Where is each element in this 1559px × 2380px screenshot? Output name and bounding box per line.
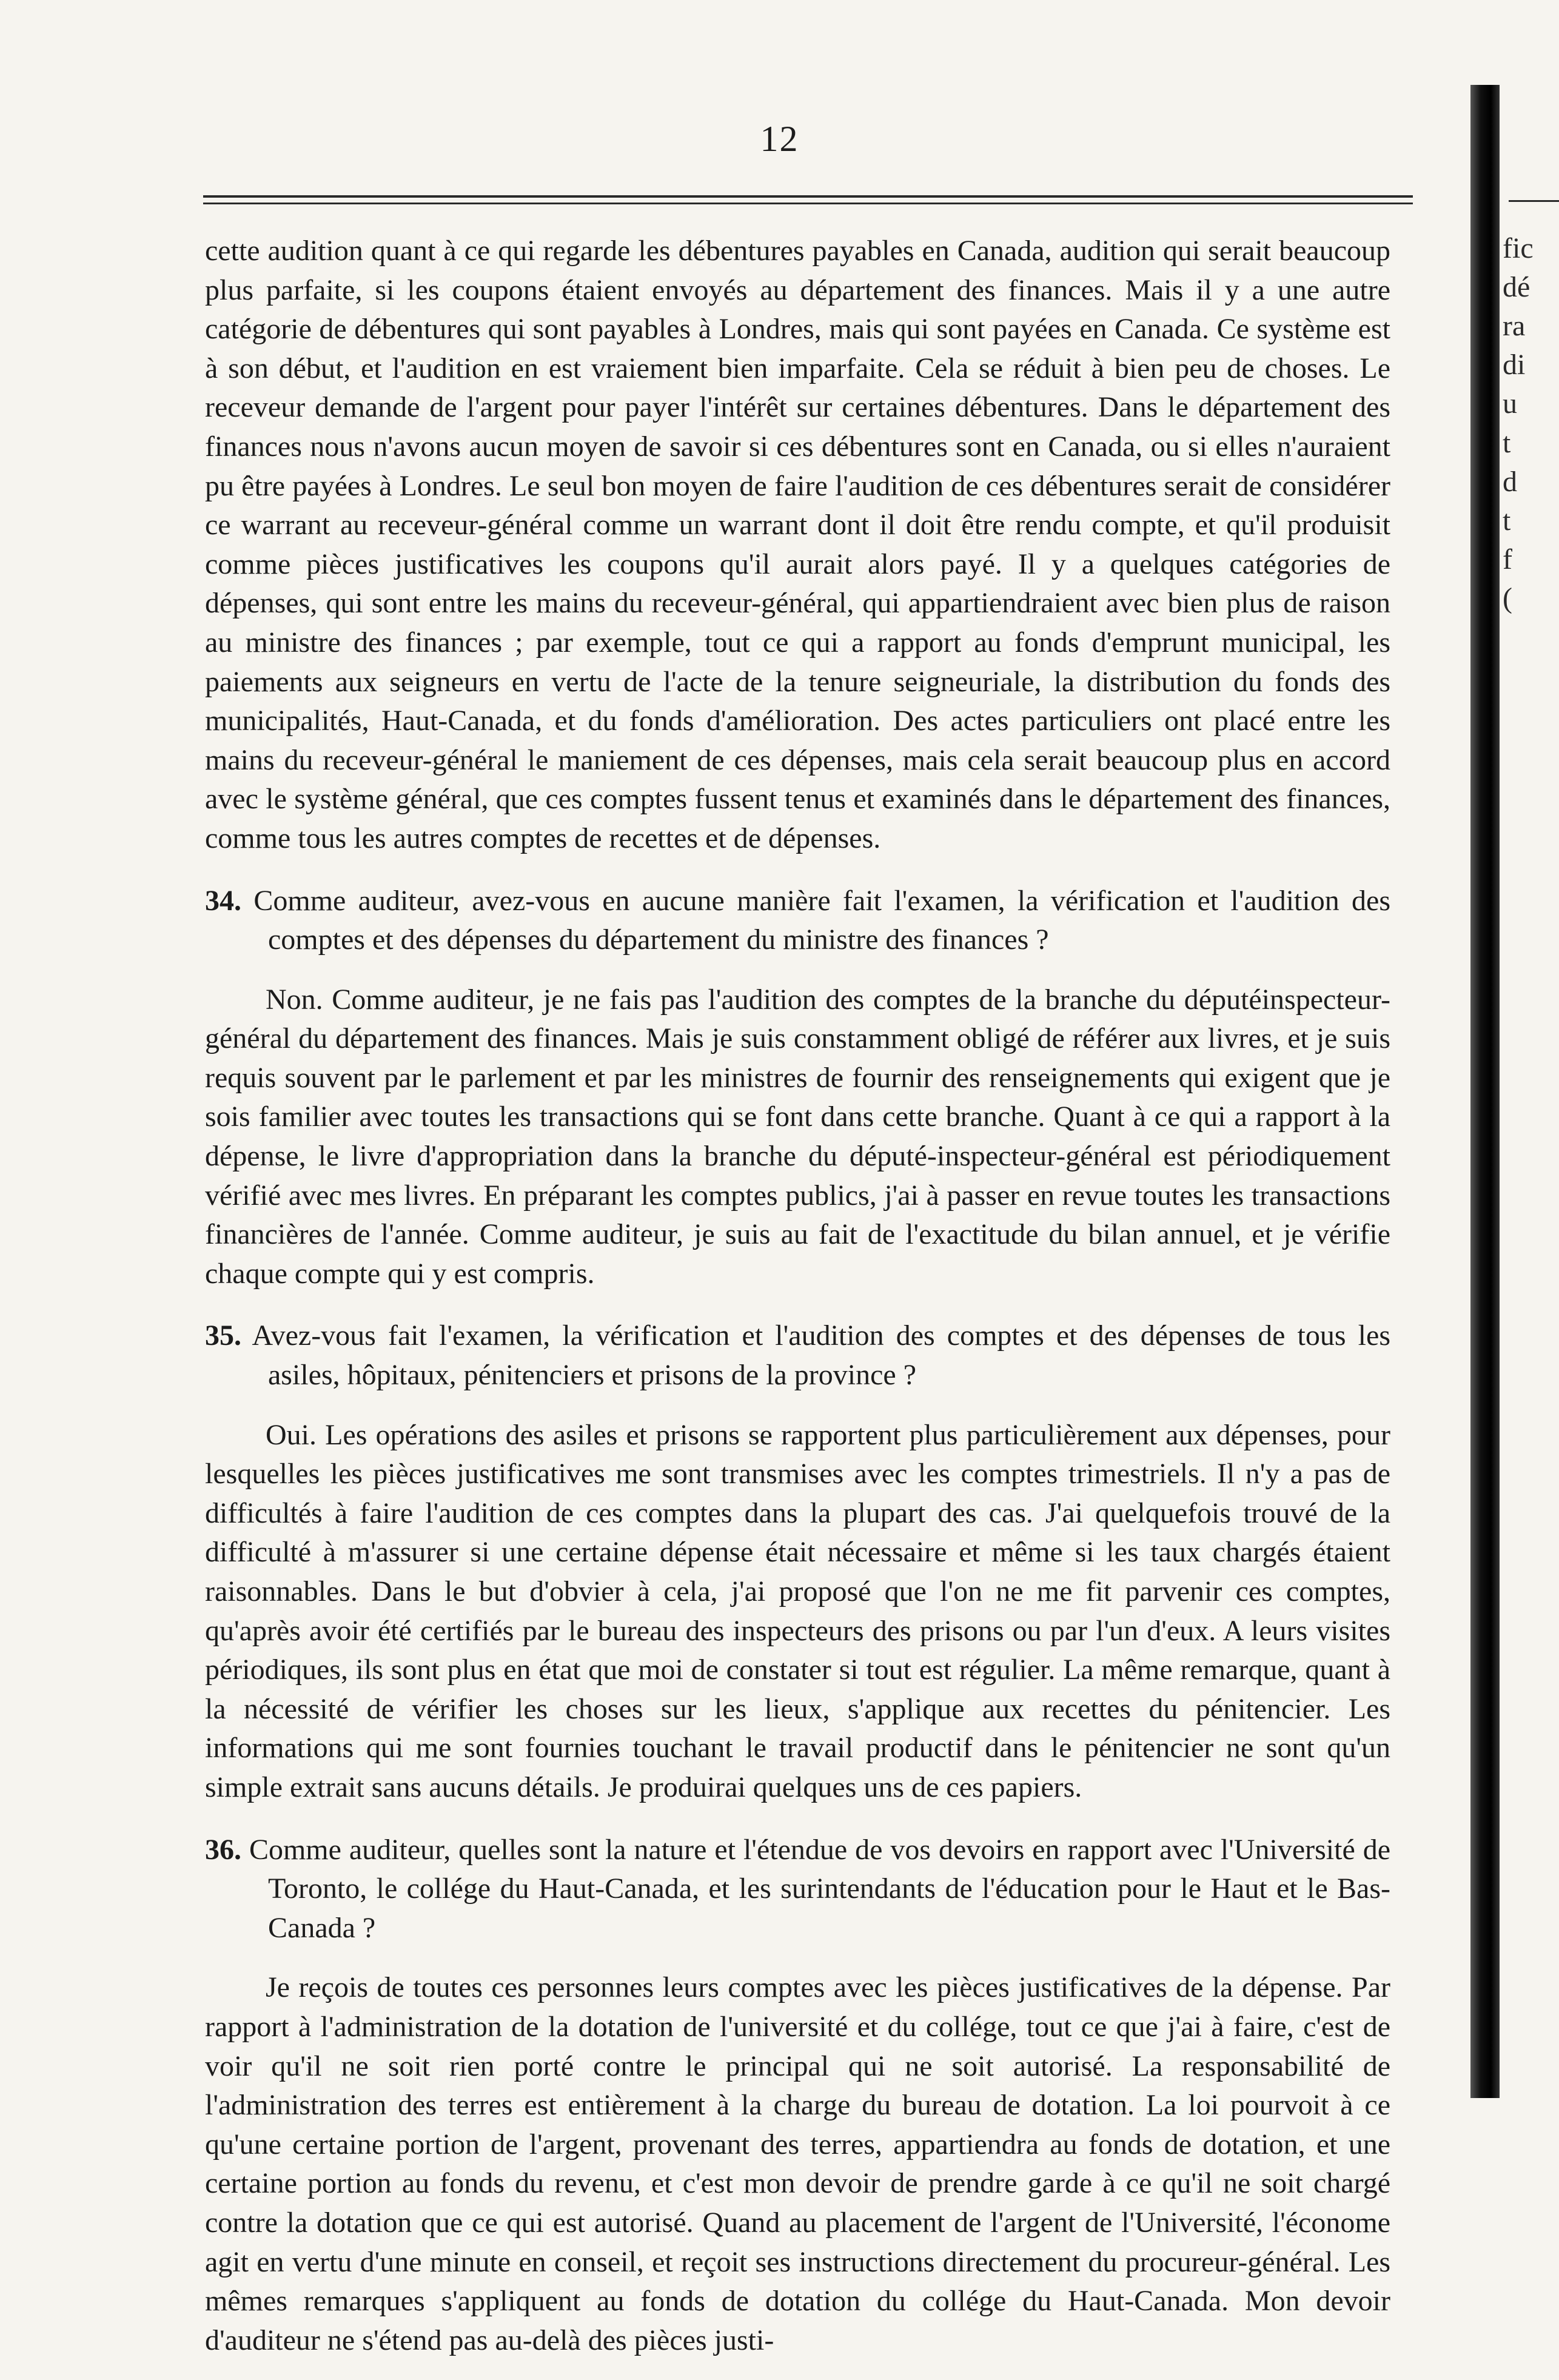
header-rule-double: [203, 203, 1413, 204]
question-34: [205, 882, 1390, 960]
question-number: 34.: [205, 884, 241, 917]
answer-34: Non. Comme auditeur, je ne fais pas l'audition des comptes de la branche du députéinspecteur-général du département des finances. Mais je suis constamment obligé de référer aux livres, et je suis requis souvent par le parlement et par les ministres de fournir des renseignements qui exigent que je sois familier avec toutes les transactions qui se font dans cette branche. Quant à ce qui a rapport à la dépense, le livre d'appropriation dans la branche du député-inspecteur-général est périodiquement vérifié avec mes livres. En préparant les comptes publics, j'ai à passer en revue toutes les transactions financières de l'année. Comme auditeur, je suis au fait de l'exactitude du bilan annuel, et je vérifie chaque compte qui y est compris.: [205, 983, 1390, 1290]
question-text: Avez-vous fait l'examen, la vérification et l'audition des comptes et des dépenses de tous les asiles, hôpitaux, pénitenciers et prisons de la province ?: [252, 1319, 1391, 1392]
facing-page-fragment: (: [1503, 582, 1512, 614]
answer-36: Je reçois de toutes ces personnes leurs comptes avec les pièces justificatives de la dépense. Par rapport à l'administration de la dotation de l'université et du collége, tout ce que j'ai à faire, c'est de voir qu'il ne soit rien porté contre le principal qui ne soit autorisé. La responsabilité de l'administration des terres est entièrement à la charge du bureau de dotation. La loi pourvoit à ce qu'une certaine portion de l'argent, provenant des terres, appartiendra au fonds de dotation, et une certaine portion au fonds du revenu, et c'est mon devoir de prendre garde à ce qu'il ne soit chargé contre la dotation que ce qui est autorisé. Quand au placement de l'argent de l'Université, l'économe agit en vertu d'une minute en conseil, et reçoit ses instructions directement du procureur-général. Les mêmes remarques s'appliquent au fonds de dotation du collége du Haut-Canada. Mon devoir d'auditeur ne s'étend pas au-delà des pièces justi-: [205, 1971, 1390, 2356]
facing-page-fragment: dé: [1503, 271, 1531, 303]
facing-page-fragment: u: [1503, 387, 1517, 420]
facing-page-fragment: ra: [1503, 310, 1526, 342]
page-body: [205, 232, 1390, 2360]
intro-paragraph: cette audition quant à ce qui regarde les débentures payables en Canada, audition qui serait beaucoup plus parfaite, si les coupons étaient envoyés au département des finances. Mais il y a une autre catégorie de débentures qui sont payables à Londres, mais qui sont payées en Canada. Ce système est à son début, et l'audition en est vraiement bien imparfaite. Cela se réduit à bien peu de choses. Le receveur demande de l'argent pour payer l'intérêt sur certaines débentures. Dans le département des finances nous n'avons aucun moyen de savoir si ces débentures sont en Canada, ou si elles n'auraient pu être payées à Londres. Le seul bon moyen de faire l'audition de ces débentures serait de considérer ce warrant au receveur-général comme un warrant dont il doit être rendu compte, et qu'il produisit comme pièces justificatives les coupons qu'il aurait alors payé. Il y a quelques catégories de dépenses, qui sont entre les mains du receveur-général, qui appartiendraient avec bien plus de raison au ministre des finances ; par exemple, tout ce qui a rapport au fonds d'emprunt municipal, les paiements aux seigneurs en vertu de l'acte de la tenure seigneuriale, la distribution du fonds des municipalités, Haut-Canada, et du fonds d'amélioration. Des actes particuliers ont placé entre les mains du receveur-général le maniement de ces dépenses, mais cela serait beaucoup plus en accord avec le système général, que ces comptes fussent tenus et examinés dans le département des finances, comme tous les autres comptes de recettes et de dépenses.: [205, 235, 1390, 854]
question-number: 35.: [205, 1319, 241, 1352]
question-text: Comme auditeur, avez-vous en aucune manière fait l'examen, la vérification et l'audition des comptes et des dépenses du département du ministre des finances ?: [253, 884, 1391, 956]
facing-page-fragment: f: [1503, 543, 1512, 575]
question-36: [205, 1831, 1390, 1948]
facing-page-fragment: d: [1503, 466, 1517, 498]
facing-page-fragment: t: [1503, 427, 1511, 459]
page-number: 12: [760, 119, 799, 159]
header-rule: [203, 195, 1413, 198]
facing-page-fragment: t: [1503, 504, 1511, 537]
facing-page-fragment: fic: [1503, 232, 1534, 264]
question-35: [205, 1316, 1390, 1395]
question-number: 36.: [205, 1833, 241, 1866]
facing-page-rule: [1509, 200, 1559, 202]
question-text: Comme auditeur, quelles sont la nature et l'étendue de vos devoirs en rapport avec l'Université de Toronto, le collége du Haut-Canada, et les surintendants de l'éducation pour le Haut et le Bas-Canada ?: [249, 1833, 1391, 1944]
answer-35: Oui. Les opérations des asiles et prisons se rapportent plus particulièrement aux dépenses, pour lesquelles les pièces justificatives me sont transmises avec les comptes trimestriels. Il n'y a pas de difficultés à faire l'audition de ces comptes dans la plupart des cas. J'ai quelquefois trouvé de la difficulté à m'assurer si une certaine dépense était nécessaire et même si les taux chargés étaient raisonnables. Dans le but d'obvier à cela, j'ai proposé que l'on ne me fit parvenir ces comptes, qu'après avoir été certifiés par le bureau des inspecteurs des prisons ou par l'un d'eux. A leurs visites périodiques, ils sont plus en état que moi de constater si tout est régulier. La même remarque, quant à la nécessité de vérifier les choses sur les lieux, s'applique aux recettes du pénitencier. Les informations qui me sont fournies touchant le travail productif dans le pénitencier ne sont qu'un simple extrait sans aucuns détails. Je produirai quelques uns de ces papiers.: [205, 1418, 1390, 1803]
facing-page-fragment: di: [1503, 349, 1526, 381]
book-binding-shadow: [1470, 85, 1500, 2098]
